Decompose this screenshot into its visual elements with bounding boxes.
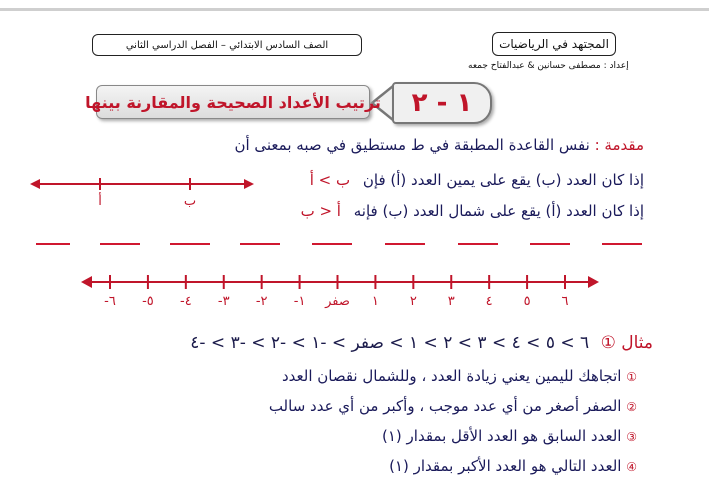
rule-2	[301, 202, 644, 220]
example-chain: ٦ > ٥ > ٤ > ٣ > ٢ > ١ > صفر > -١ > -٢ > -٣ > -٤	[190, 333, 590, 353]
example-line	[190, 333, 653, 353]
small-number-line	[28, 170, 256, 220]
small-line-left-arrow	[30, 179, 40, 189]
note-1	[282, 367, 637, 385]
blank-dash	[170, 243, 210, 245]
nl-label: صفر	[325, 294, 350, 309]
nl-label: ٥	[523, 294, 531, 309]
rule-1-text: إذا كان العدد (ب) يقع على يمين العدد (أ) فإن	[362, 171, 644, 189]
note-1-bullet: ①	[626, 370, 637, 384]
number-line-right-arrow	[588, 276, 599, 288]
intro-label: مقدمة :	[594, 136, 644, 154]
nl-label: ٢	[409, 294, 417, 309]
note-1-text: اتجاهك لليمين يعني زيادة العدد ، وللشمال نقصان العدد	[281, 367, 622, 385]
lesson-title: ترتيب الأعداد الصحيحة والمقارنة بينها	[85, 92, 381, 112]
main-number-line	[80, 270, 600, 294]
note-2-text: الصفر أصغر من أي عدد موجب ، وأكبر من أي عدد سالب	[268, 397, 622, 415]
book-title-box	[492, 32, 616, 56]
rule-1-relation: ب > أ	[309, 171, 351, 189]
nl-label: ١	[371, 294, 379, 309]
nl-label: -٣	[217, 294, 230, 309]
note-4	[389, 457, 637, 475]
number-line-left-arrow	[81, 276, 92, 288]
blank-dash	[530, 243, 570, 245]
blank-dash	[602, 243, 642, 245]
note-3	[382, 427, 637, 445]
nl-label: -٢	[255, 294, 268, 309]
intro-line	[234, 136, 644, 154]
grade-semester-text: الصف السادس الابتدائي – الفصل الدراسي الثاني	[125, 39, 329, 51]
top-divider	[0, 8, 709, 11]
nl-label: ٣	[447, 294, 455, 309]
lesson-title-banner	[85, 85, 381, 119]
note-2-bullet: ②	[626, 400, 637, 414]
note-2	[269, 397, 637, 415]
nl-label: -٤	[179, 294, 192, 309]
blank-dash	[100, 243, 140, 245]
lesson-number: ١ - ٢	[411, 88, 473, 118]
nl-label: -١	[293, 294, 306, 309]
example-label: مثال ①	[600, 333, 653, 353]
nl-label: ٤	[485, 294, 493, 309]
small-line-right-arrow	[244, 179, 254, 189]
note-3-text: العدد السابق هو العدد الأقل بمقدار (١)	[382, 427, 622, 445]
blank-dash	[36, 243, 70, 245]
nl-label: -٥	[142, 294, 154, 309]
rule-1	[310, 171, 644, 189]
lesson-number-tab	[392, 82, 492, 124]
authors-line: إعداد : مصطفى حسانين & عبدالفتاح جمعه	[468, 61, 629, 71]
note-4-text: العدد التالي هو العدد الأكبر بمقدار (١)	[389, 457, 622, 475]
small-line-label-b: ب	[183, 194, 197, 209]
grade-semester-box	[92, 34, 362, 56]
rule-2-text: إذا كان العدد (أ) يقع على شمال العدد (ب) فإنه	[353, 202, 644, 220]
blank-dash	[240, 243, 280, 245]
blank-dash	[385, 243, 425, 245]
blank-dash	[312, 243, 352, 245]
small-line-label-a: أ	[98, 194, 102, 209]
note-3-bullet: ③	[626, 430, 637, 444]
rule-2-relation: أ < ب	[300, 202, 341, 220]
nl-label: -٦	[104, 294, 116, 309]
note-4-bullet: ④	[626, 460, 637, 474]
book-title-text: المجتهد في الرياضيات	[499, 37, 609, 51]
nl-label: ٦	[561, 294, 569, 309]
intro-text: نفس القاعدة المطبقة في ط مستطيق في صبه بمعنى أن	[234, 136, 590, 154]
blank-dash	[458, 243, 498, 245]
